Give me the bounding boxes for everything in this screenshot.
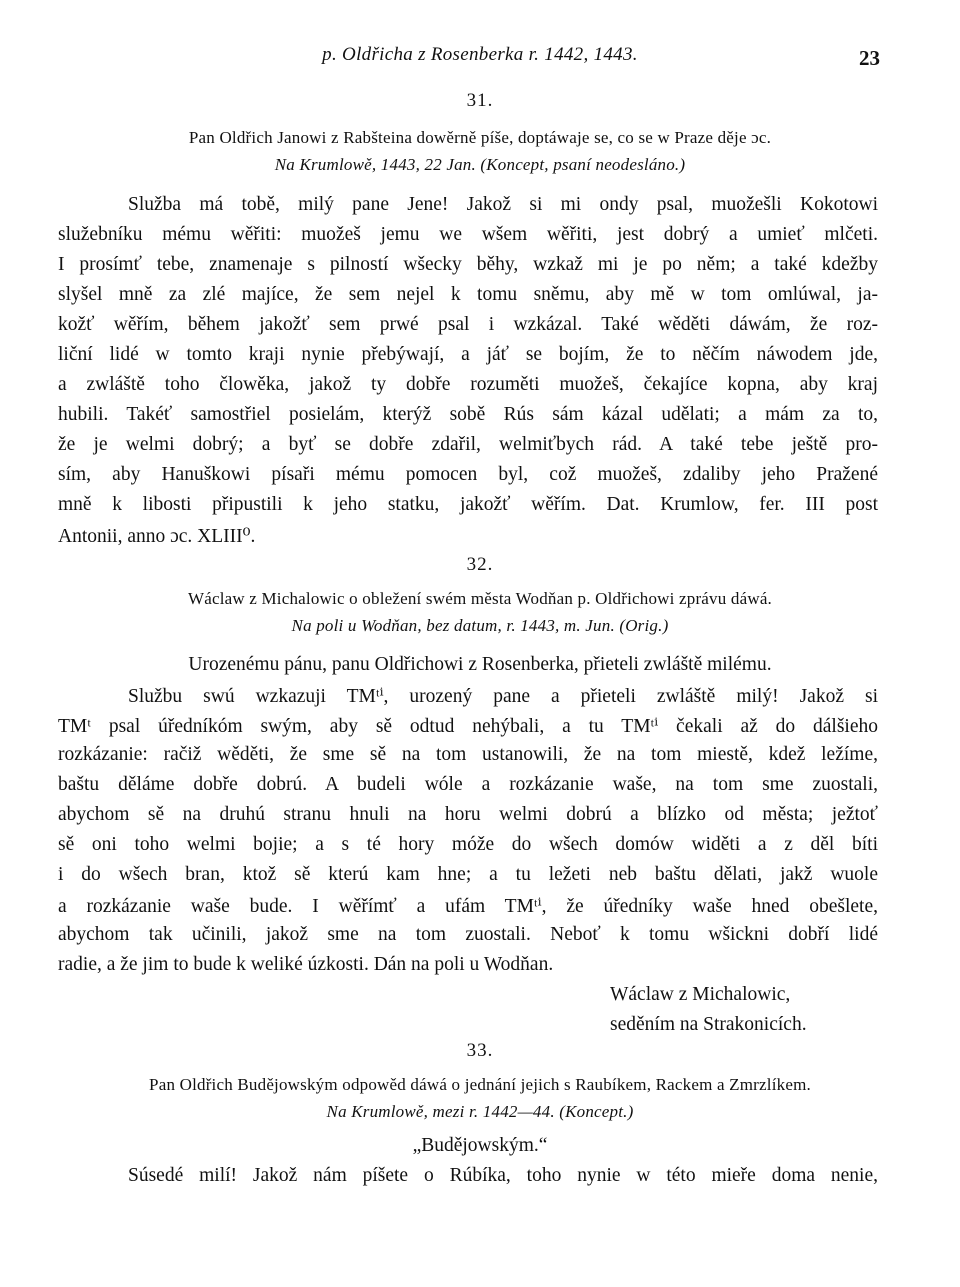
- letter-31-line: liční lidé w tomto kraji nynie přebýwají, a jáť se bojím, že to něčím náwodem jde,: [58, 344, 878, 365]
- letter-32-signature: Wáclaw z Michalowic,: [610, 984, 791, 1005]
- letter-31-line: a zwláště toho člowěka, jakož ty dobře rozuměti muožeš, čekajíce kopna, aby kraj: [58, 374, 878, 395]
- letter-32-line: sě oni toho welmi bojie; a s té hory móže do wšech domów widěti a z děl bíti: [58, 834, 878, 855]
- letter-32-address: Urozenému pánu, panu Oldřichowi z Rosenberka, přieteli zwláště milému.: [188, 654, 772, 675]
- letter-32-line: abychom sě na druhú stranu hnuli na horu welmi dobrú a blízko od města; ježtoť: [58, 804, 878, 825]
- letter-32-line: a rozkázanie waše bude. I wěřímť a ufám TMᵗⁱ, že úředníky waše hned obešlete,: [58, 896, 878, 917]
- letter-31-line: že je welmi dobrý; a byť se dobře zdařil, welmiťbych rád. A také tebe ještě pro-: [58, 434, 878, 455]
- running-head: [0, 44, 960, 74]
- letter-32-heading: Wáclaw z Michalowic o obležení swém města Wodňan p. Oldřichowi zprávu dáwá.: [187, 589, 773, 608]
- letter-32-line: i do wšech bran, ktož sě kterú kam hne; a tu ležeti neb baštu dělati, jakž wuole: [58, 864, 878, 885]
- letter-32-line: Službu swú wzkazuji TMᵗⁱ, urozený pane a přieteli zwláště milý! Jakož si: [128, 686, 878, 707]
- letter-number-33: 33.: [466, 1040, 494, 1061]
- page-number: 23: [859, 46, 880, 70]
- running-title: p. Oldřicha z Rosenberka r. 1442, 1443.: [322, 44, 638, 65]
- letter-31-line: služebníku mému wěřiti: muožeš jemu we wšem wěřiti, jest dobrý a umieť mlčeti.: [58, 224, 878, 245]
- letter-31-line: hubili. Takéť samostřiel posielám, kterýž sobě Rús sám kázal udělati; a mám za to,: [58, 404, 878, 425]
- letter-31-line: Služba má tobě, milý pane Jene! Jakož si mi ondy psal, muožešli Kokotowi: [128, 194, 878, 215]
- letter-31-line: kožť wěřím, během jakožť sem prwé psal i wzkázal. Také wěděti dáwám, že roz-: [58, 314, 878, 335]
- letter-32-line: rozkázanie: račiž wěděti, že sme sě na tom ustanowili, že na tom miestě, kdež ležíme,: [58, 744, 878, 765]
- letter-31-heading: Pan Oldřich Janowi z Rabšteina dowěrně píše, doptáwaje se, co se w Praze děje ɔc.: [188, 128, 772, 147]
- letter-32-line: baštu děláme dobře dobrú. A budeli wóle a rozkázanie waše, na tom sme zuostali,: [58, 774, 878, 795]
- letter-31-line: mně k libosti připustili k jeho statku, jakožť wěřím. Dat. Krumlow, fer. III post: [58, 494, 878, 515]
- letter-31-subheading: Na Krumlowě, 1443, 22 Jan. (Koncept, psaní neodesláno.): [274, 155, 686, 174]
- letter-31-line: I prosímť tebe, znamenaje s pilností wšecky běhy, wzkaž mi je po něm; a také kdežby: [58, 254, 878, 275]
- letter-32-line: TMᵗ psal úředníkóm swým, aby sě odtud nehýbali, a tu TMᵗⁱ čekali až do dálšieho: [58, 716, 878, 737]
- letter-31-line: slyšel mně za zlé majíce, že sem nejel k tomu sněmu, aby mě w tom omlúwal, ja-: [58, 284, 878, 305]
- letter-33-heading: Pan Oldřich Budějowským odpowěd dáwá o jednání jejich s Raubíkem, Rackem a Zmrzlíkem.: [149, 1075, 811, 1094]
- letter-31-line: sím, aby Hanuškowi písaři mému pomocen byl, což muožeš, zdaliby jeho Pražené: [58, 464, 878, 485]
- letter-32-subheading: Na poli u Wodňan, bez datum, r. 1443, m. Jun. (Orig.): [291, 616, 669, 635]
- letter-31-line: Antonii, anno ɔc. XLIII⁰.: [58, 526, 256, 547]
- letter-33-subheading: Na Krumlowě, mezi r. 1442—44. (Koncept.): [326, 1102, 634, 1121]
- letter-33-salutation: „Budějowským.“: [412, 1135, 548, 1156]
- letter-number-32: 32.: [466, 554, 494, 575]
- letter-33-line: Súsedé milí! Jakož nám píšete o Rúbíka, toho nynie w této mieře doma nenie,: [128, 1165, 878, 1186]
- letter-32-line: radie, a že jim to bude k weliké úzkosti. Dán na poli u Wodňan.: [58, 954, 554, 975]
- letter-32-signature: seděním na Strakonicích.: [610, 1014, 807, 1035]
- letter-32-line: abychom tak učinili, jakož sme na tom zuostali. Neboť k tomu wšickni dobří lidé: [58, 924, 878, 945]
- letter-number-31: 31.: [466, 90, 494, 111]
